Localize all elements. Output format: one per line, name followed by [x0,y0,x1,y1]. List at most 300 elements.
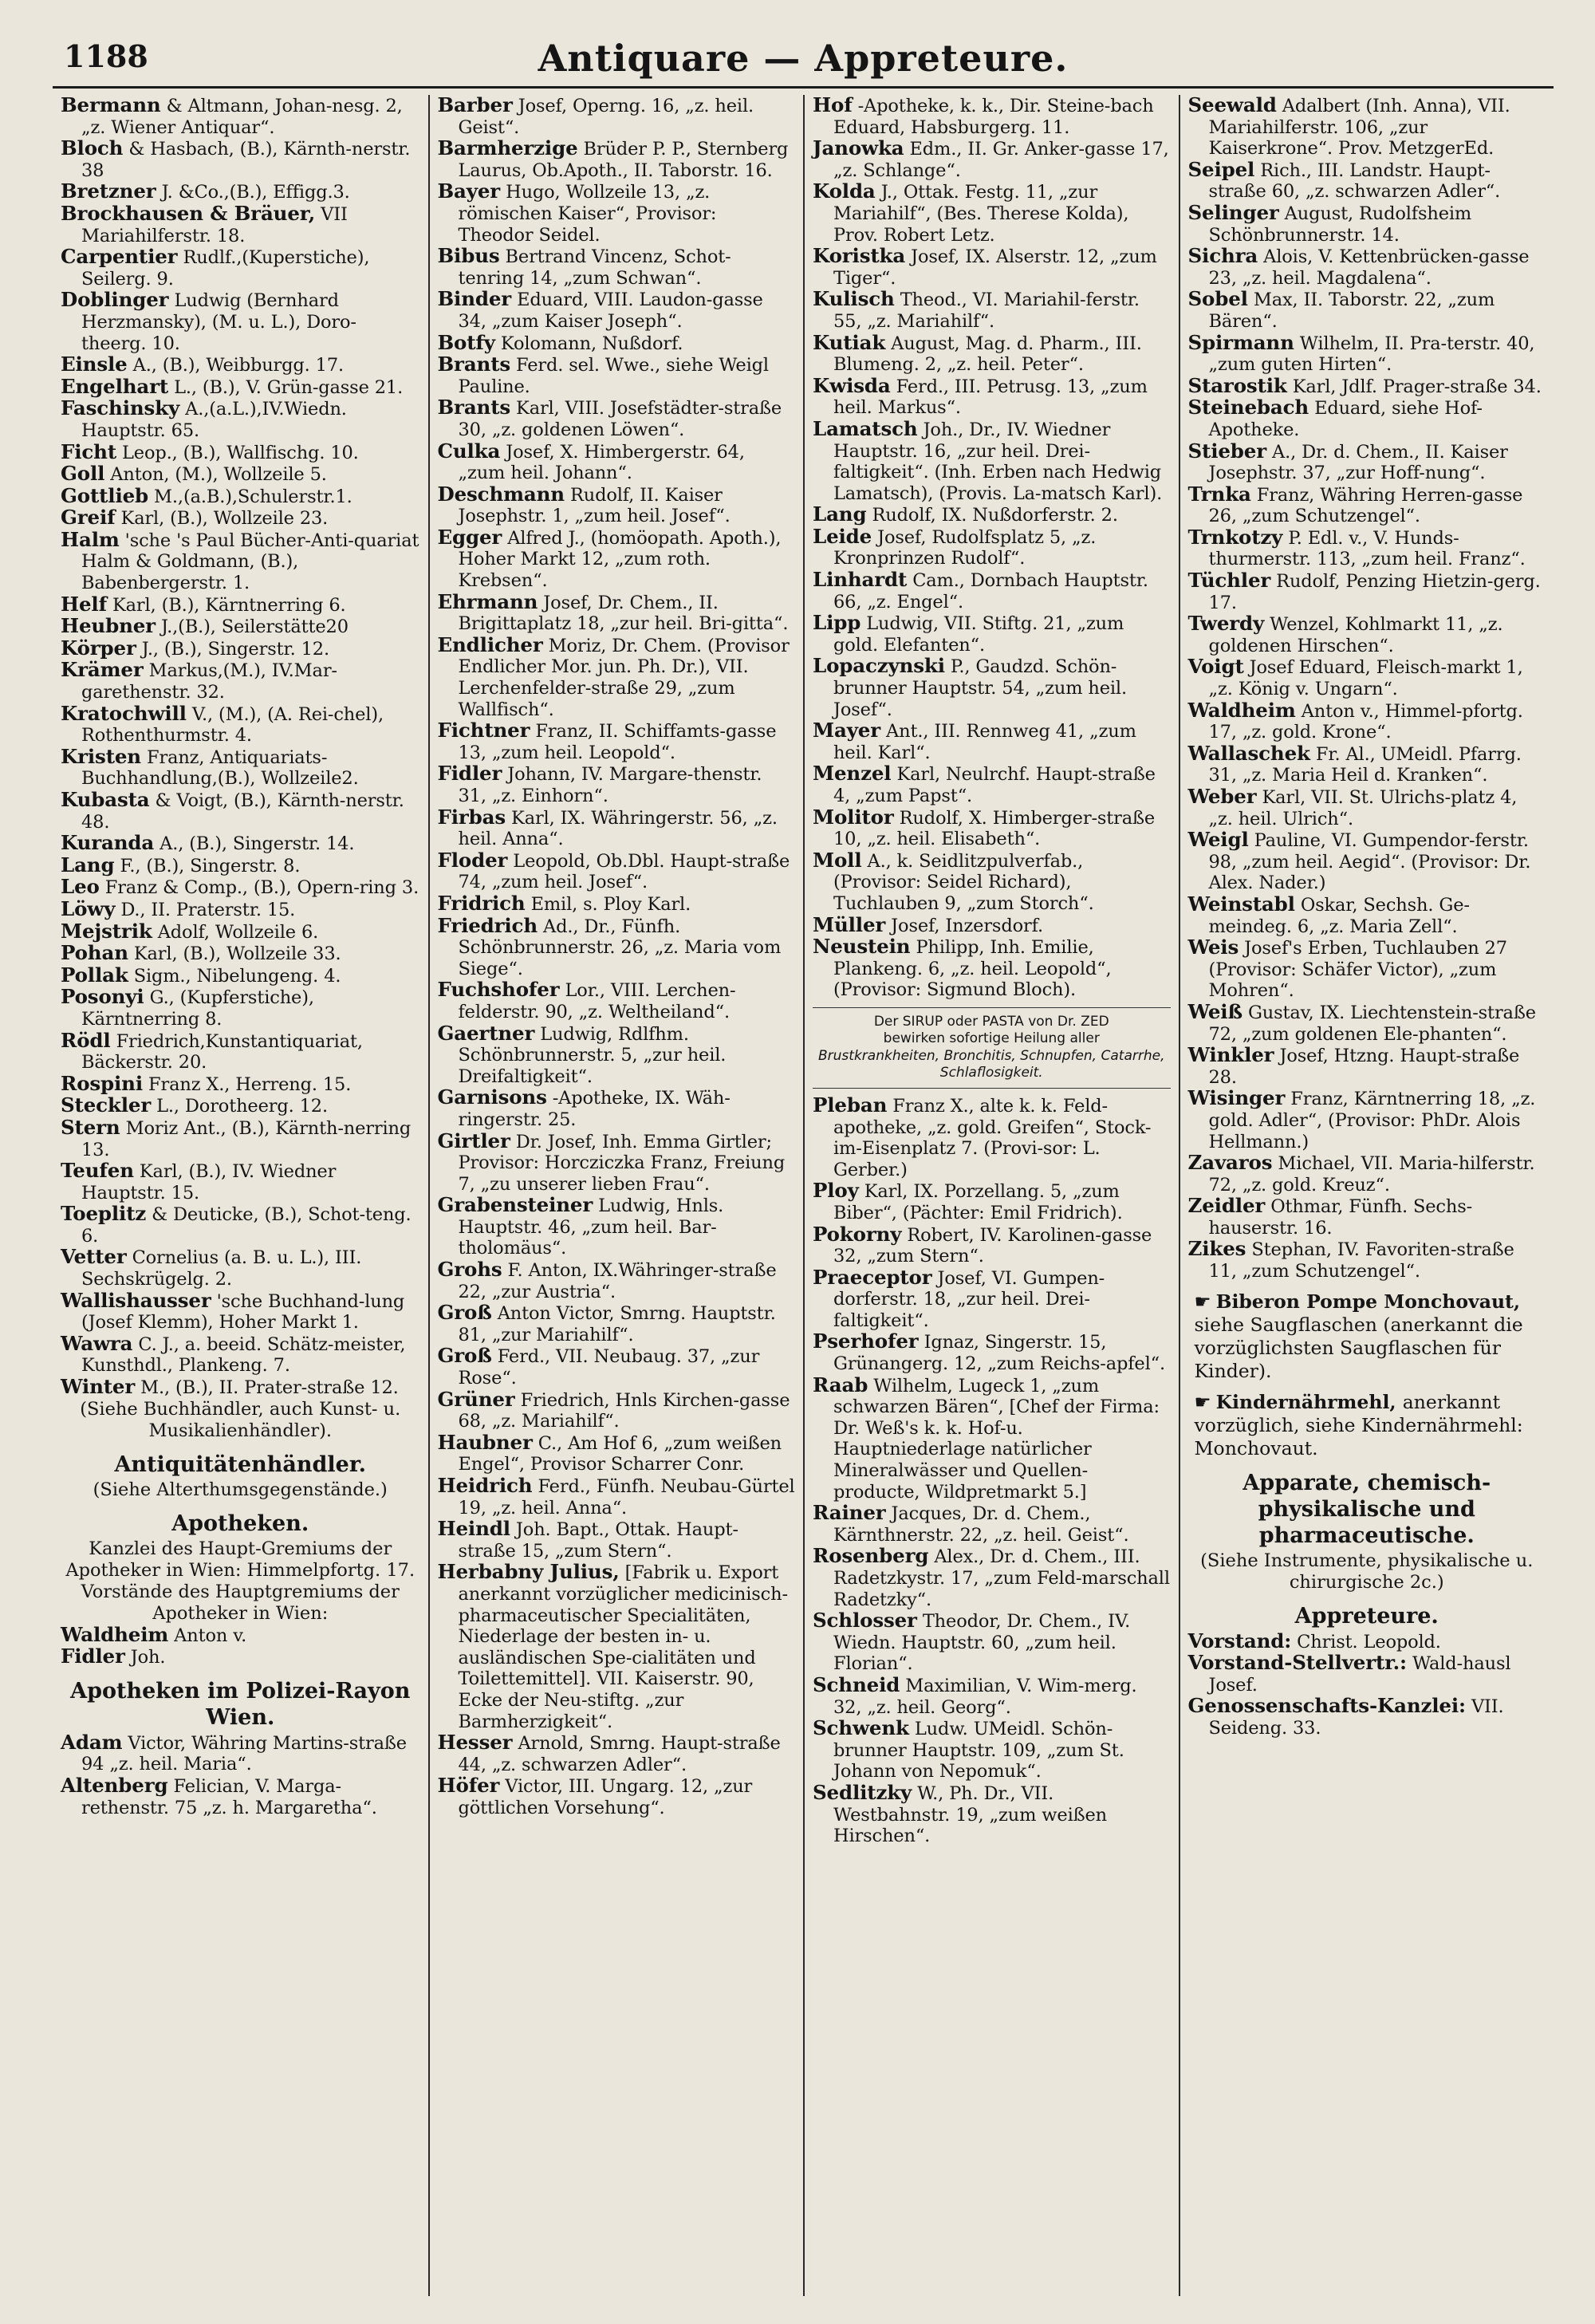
entry-details: Pauline, VI. Gumpendor-ferstr. 98, „zum heil. Aegid“. (Provisor: Dr. Alex. Nader.) [1208,830,1531,894]
entry-name: Groß [437,1301,492,1325]
directory-entry [1188,700,1546,743]
page-title: Antiquare — Appreteure. [538,37,1069,80]
entry-details: Joh. [130,1647,166,1668]
directory-entry [1188,1696,1546,1739]
entry-details: Josef Eduard, Fleisch-markt 1, „z. König v. Ungarn“. [1208,657,1523,700]
entry-details: Rich., III. Landstr. Haupt-straße 60, „z. schwarzen Adler“. [1208,160,1501,203]
appreteure-heading: Appreteure. [1294,1603,1439,1629]
entry-name: Einsle [61,353,128,376]
directory-entry [61,1622,420,1647]
directory-entry [437,589,796,635]
entry-details: Eduard, siehe Hof-Apotheke. [1208,398,1483,440]
entry-details: [Fabrik u. Export anerkannt vorzüglicher medicinisch-pharmaceutischer Specialitäten, Niederlage der besten in- u. ausländischen Spe-cialitäten und Toilettemittel]. VII. Kaiserstr. 90, Ecke der Neu-stiftg. „zur Barmherzigkeit“. [458,1562,788,1732]
directory-entry [61,354,420,376]
directory-entry [61,896,420,921]
entry-name: Botfy [437,330,495,354]
entry-name: Fidler [61,1645,125,1668]
directory-entry [813,656,1171,720]
entry-name: Culka [437,439,501,463]
entry-name: Schneid [813,1672,900,1696]
entry-name: Löwy [61,896,116,920]
entry-details: Alfred J., (homöopath. Apoth.), Hoher Markt 12, „zum roth. Krebsen“. [458,527,782,592]
entry-name: Lamatsch [813,416,918,440]
entry-details: Michael, VII. Maria-hilferstr. 72, „z. gold. Kreuz“. [1208,1153,1535,1195]
entry-details: Ad., Dr., Fünfh. Schönbrunnerstr. 26, „z. Maria vom Siege“. [458,916,782,979]
directory-entry [438,850,796,893]
entry-name: Pokorny [813,1222,902,1246]
entry-details: Cam., Dornbach Hauptstr. 66, „z. Engel“. [833,570,1148,613]
entry-details: Moriz, Dr. Chem. (Provisor Endlicher Mor. jun. Ph. Dr.), VII. Lerchenfelder-straße 29, „zum Wallfisch“. [458,635,790,720]
directory-entry [1188,894,1546,937]
entry-details: & Hasbach, (B.), Kärnth-nerstr. 38 [81,139,411,181]
directory-entry [61,616,420,638]
directory-entry [438,763,796,806]
entry-name: Mejstrik [61,919,152,943]
entry-name: Bermann [61,95,161,116]
entry-name: Bayer [437,179,501,203]
entry-details: A., (B.), Weibburgg. 17. [132,355,345,376]
directory-entry [61,1160,420,1203]
pointing-hand-icon: ☛ [1194,1290,1211,1313]
directory-entry [438,1259,796,1302]
entry-name: Müller [813,912,886,936]
entry-details: L., (B.), V. Grün-gasse 21. [174,376,404,398]
entry-details: Karl, (B.), Wollzeile 23. [120,508,329,530]
entry-name: Kulisch [813,287,895,311]
directory-entry [61,398,420,441]
entry-details: Anton v. [174,1625,247,1646]
entry-name: Menzel [813,762,892,786]
directory-entry [438,1302,796,1345]
entry-name: Körper [61,636,136,660]
entry-details: & Deuticke, (B.), Schot-teng. 6. [81,1204,412,1247]
entry-details: Rudolf, II. Kaiser Josephstr. 1, „zum heil. Josef“. [458,484,731,527]
column-3 [803,95,1179,2296]
entry-name: Spirmann [1187,330,1294,354]
directory-entry [813,613,1171,656]
entry-details: Ferd., III. Petrusg. 13, „zum heil. Markus“. [833,376,1148,419]
entry-details: Wald-hausl Josef. [1208,1653,1511,1696]
entry-details: Anton v., Himmel-pfortg. 17, „z. gold. Krone“. [1208,700,1523,743]
entry-name: Lang [61,853,115,876]
directory-entry [61,660,420,703]
columns [53,95,1554,2296]
entry-name: Seipel [1187,157,1255,181]
entry-name: Grohs [437,1258,502,1282]
entry-name: Barber [437,95,513,116]
entry-name: Wallaschek [1187,741,1310,765]
entry-name: Fridrich [437,891,526,915]
entry-name: Pserhofer [813,1329,919,1353]
entry-name: Brants [437,396,511,420]
pointing-hand-icon: ☛ [1194,1390,1211,1413]
entry-details: Rudlf.,(Kuperstiche), Seilerg. 9. [81,247,370,290]
entry-details: Ludw. UMeidl. Schön-brunner Hauptstr. 109, „zum St. Johann von Nepomuk“. [833,1719,1124,1782]
entry-name: Biberon Pompe Monchovaut, [1215,1290,1521,1313]
directory-entry [438,979,796,1022]
entry-name: Groß [437,1344,492,1368]
entry-details: F. Anton, IX.Währinger-straße 22, „zur Austria“. [458,1260,777,1302]
entry-name: Floder [437,848,508,872]
entry-name: Winter [61,1375,136,1399]
entry-name: Kindernährmehl, [1215,1390,1396,1413]
entry-name: Voigt [1187,655,1244,679]
directory-entry [813,1267,1171,1332]
entry-details: Ignaz, Singerstr. 15, Grünangerg. 12, „zum Reichs-apfel“. [833,1332,1165,1375]
directory-entry [438,95,796,138]
entry-name: Schwenk [813,1716,909,1740]
entry-details: Franz, Antiquariats-Buchhandlung,(B.), Wollzeile2. [81,746,359,790]
entry-name: Brockhausen & Bräuer, [61,201,316,225]
directory-entry [1188,829,1546,894]
directory-entry [61,1095,420,1117]
directory-entry [1187,157,1546,203]
directory-entry [437,632,796,720]
entry-name: Lopaczynski [813,654,945,678]
directory-entry [61,1775,420,1818]
directory-entry [1188,246,1546,289]
entry-name: Rödl [61,1028,111,1052]
entry-details: Rudolf, X. Himberger-straße 10, „z. heil. Elisabeth“. [833,807,1156,850]
entry-details: Gustav, IX. Liechtenstein-straße 72, „zum goldenen Ele-phanten“. [1208,1002,1536,1045]
entry-details: Rudolf, Penzing Hietzin-gerg. 17. [1208,571,1541,613]
entry-details: Cornelius (a. B. u. L.), III. Sechskrügelg. 2. [81,1247,362,1290]
entry-details: G., (Kupferstiche), Kärntnerring 8. [81,987,314,1030]
entry-details: Josef, Inzersdorf. [891,915,1043,936]
entry-name: Steckler [61,1093,152,1117]
entry-name: Teufen [61,1159,134,1183]
directory-entry [813,763,1171,806]
entry-details: Josef, Rudolfsplatz 5, „z. Kronprinzen Rudolf“. [833,526,1097,569]
directory-entry [61,1117,420,1160]
entry-name: Waldheim [61,1622,169,1646]
entry-details: Felician, V. Marga-rethenstr. 75 „z. h. Margaretha“. [81,1776,377,1818]
entry-name: Leo [61,875,100,899]
directory-entry [438,1775,796,1818]
entry-details: M., (B.), II. Prater-straße 12. [140,1377,399,1399]
entry-details: Dr. Josef, Inh. Emma Girtler; Provisor: Horcziczka Franz, Freiung 7, „zu unserer lieben Frau“. [458,1131,786,1195]
directory-entry [61,376,420,399]
entry-name: Grüner [437,1387,515,1411]
entry-name: Grabensteiner [437,1193,593,1217]
apparate-note: (Siehe Instrumente, physikalische u. chirurgische 2c.) [1200,1550,1534,1593]
page-number: 1188 [64,38,148,74]
directory-entry [1188,1631,1546,1653]
directory-entry [1188,1239,1546,1282]
directory-entry [438,246,796,289]
entry-details: Edm., II. Gr. Anker-gasse 17, „z. Schlange“. [833,139,1169,181]
directory-entry [61,987,420,1030]
entry-details: Sigm., Nibelungeng. 4. [133,965,341,987]
entry-name: Kubasta [61,788,150,811]
directory-entry [813,1718,1171,1782]
entry-name: Brants [437,353,511,376]
column-4 [1179,95,1554,2296]
entry-name: Winkler [1187,1043,1274,1067]
entry-details: Adalbert (Inh. Anna), VII. Mariahilferstr. 106, „zur Kaiserkrone“. Prov. MetzgerEd. [1208,96,1510,160]
entry-name: Herbabny Julius, [437,1560,620,1584]
entry-details: Josef's Erben, Tuchlauben 27 (Provisor: Schäfer Victor), „zum Mohren“. [1208,938,1507,1002]
entry-details: Kolomann, Nußdorf. [500,333,683,354]
entry-details: Leopold, Ob.Dbl. Haupt-straße 74, „zum heil. Josef“. [458,850,790,893]
entry-details: P., Gaudzd. Schön-brunner Hauptstr. 54, „zum heil. Josef“. [833,656,1127,720]
entry-details: -Apotheke, k. k., Dir. Steine-bach Eduard, Habsburgerg. 11. [833,96,1154,138]
entry-name: Helf [61,592,107,616]
appreteure-list [1188,1631,1546,1739]
kanzlei-text: Kanzlei des Haupt-Gremiums der Apotheker in Wien: Himmelpfortg. 17. [65,1538,415,1581]
entry-details: Franz X., alte k. k. Feld-apotheke, „z. gold. Greifen“, Stock-im-Eisenplatz 7. (Provi-sor: L. Gerber.) [833,1095,1152,1180]
directory-entry [61,138,420,181]
directory-entry [61,855,420,877]
directory-entry [61,638,420,660]
directory-entry [438,1131,796,1195]
entry-name: Pleban [813,1093,888,1117]
entry-details: Othmar, Fünfh. Sechs-hauserstr. 16. [1208,1196,1473,1239]
directory-entry [438,1518,796,1562]
entry-details: L., Dorotheerg. 12. [156,1096,328,1117]
entry-details: August, Mag. d. Pharm., III. Blumeng. 2, „z. heil. Peter“. [833,333,1142,376]
directory-entry [813,1095,1171,1180]
entry-details: Alois, V. Kettenbrücken-gasse 23, „z. heil. Magdalena“. [1208,246,1530,289]
entry-name: Janowka [813,136,904,160]
directory-entry [438,1087,796,1130]
directory-entry [438,289,796,332]
entry-name: Bibus [437,244,500,268]
entry-name: Kuranda [61,831,155,855]
entry-details: A., (B.), Singerstr. 14. [160,833,355,855]
entry-name: Raab [813,1373,868,1396]
entry-name: Girtler [437,1129,510,1152]
directory-entry [438,893,796,916]
entry-details: -Apotheke, IX. Wäh-ringerstr. 25. [458,1088,731,1130]
entry-details: & Voigt, (B.), Kärnth-nerstr. 48. [81,790,404,833]
directory-entry [438,527,796,592]
directory-entry [61,483,420,508]
directory-entry [1188,289,1546,332]
directory-entry [437,913,796,980]
directory-entry [438,354,796,397]
directory-entry [813,807,1171,850]
directory-entry [813,181,1171,246]
directory-entry [813,1610,1171,1675]
entry-name: Starostik [1187,373,1287,397]
entry-details: J., (B.), Singerstr. 12. [141,638,329,660]
entry-name: Fidler [437,762,502,786]
entry-name: Gottlieb [61,483,149,507]
directory-entry [1188,527,1546,570]
entry-details: Moriz Ant., (B.), Kärnth-nerring 13. [81,1117,412,1160]
apparate-heading: Apparate, chemisch-physikalische und pharmaceutische. [1243,1470,1491,1548]
column-1 [53,95,428,2296]
directory-entry [438,181,796,246]
entry-name: Heidrich [437,1474,533,1497]
directory-entry [813,1375,1171,1503]
entry-name: Selinger [1187,200,1279,224]
entry-name: Lipp [813,611,861,635]
entry-name: Stern [61,1115,120,1139]
entry-details: 'sche Buchhand-lung (Josef Klemm), Hoher Markt 1. [81,1290,405,1333]
entry-name: Steinebach [1187,396,1309,420]
entry-details: Brüder P. P., Sternberg Laurus, Ob.Apoth., II. Taborstr. 16. [458,139,789,181]
entry-name: Twerdy [1187,612,1265,636]
entry-details: Franz, Kärntnerring 18, „z. gold. Adler“, (Provisor: PhDr. Alois Hellmann.) [1208,1089,1536,1152]
entry-name: Haubner [437,1430,533,1454]
entry-details: D., II. Praterstr. 15. [120,899,296,920]
directory-entry [61,594,420,616]
entry-details: Karl, VII. St. Ulrichs-platz 4, „z. heil. Ulrich“. [1208,787,1518,829]
entry-name: Kolda [813,179,876,203]
entry-name: Rainer [813,1501,886,1525]
antiquitaeten-note: (Siehe Alterthumsgegenstände.) [93,1479,388,1500]
directory-entry [813,330,1171,376]
entry-name: Sichra [1187,244,1258,268]
entry-details: Jacques, Dr. d. Chem., Kärnthnerstr. 22, „z. heil. Geist“. [833,1503,1129,1546]
directory-entry [1188,1088,1546,1152]
entry-details: Joh., Dr., IV. Wiedner Hauptstr. 16, „zur heil. Drei-faltigkeit“. (Inh. Erben nach Hedwig Lamatsch), (Provis. La-matsch Karl). [833,419,1163,504]
directory-entry [813,246,1171,289]
entry-details: 'sche 's Paul Bücher-Anti-quariat Halm & Goldmann, (B.), Babenbergerstr. 1. [81,530,419,594]
entry-details: Arnold, Smrng. Haupt-straße 44, „z. schwarzen Adler“. [458,1733,781,1775]
directory-entry [61,527,420,594]
directory-entry [438,484,796,527]
entry-details: A., k. Seidlitzpulverfab., (Provisor: Seidel Richard), Tuchlauben 9, „zum Storch“. [833,850,1094,914]
entry-name: Weber [1187,785,1257,808]
directory-entry [61,876,420,899]
directory-entry [438,138,796,181]
entry-details: Joh. Bapt., Ottak. Haupt-straße 15, „zum Stern“. [458,1519,738,1562]
entry-details: Johann, IV. Margare-thenstr. 31, „z. Einhorn“. [458,764,762,806]
directory-entry [1188,656,1546,699]
directory-entry [61,921,420,943]
entry-details: Karl, VIII. Josefstädter-straße 30, „z. goldenen Löwen“. [458,398,782,440]
entry-name: Kratochwill [61,701,187,725]
entry-name: Krämer [61,658,144,682]
directory-entry [61,1203,420,1247]
directory-entry [438,441,796,484]
entry-details: Ferd., Fünfh. Neubau-Gürtel 19, „z. heil. Anna“. [458,1476,795,1518]
directory-entry [1188,937,1546,1002]
ad-entry [1188,1391,1546,1460]
col3-list [813,95,1171,1001]
directory-entry [1187,200,1546,246]
directory-entry [1188,1152,1546,1195]
entry-name: Halm [61,527,120,551]
entry-details: Lor., VIII. Lerchen-felderstr. 90, „z. Weltheiland“. [458,980,736,1022]
col4-list [1188,95,1546,1282]
entry-details: Ludwig, Rdlfhm. Schönbrunnerstr. 5, „zur heil. Dreifaltigkeit“. [458,1023,727,1087]
entry-name: Barmherzige [437,136,578,160]
directory-entry [438,1732,796,1775]
entry-name: Mayer [813,719,880,742]
apotheken-heading: Apotheken. [171,1511,309,1536]
entry-details: VII Mariahilferstr. 18. [81,203,348,246]
directory-entry [813,1546,1171,1610]
directory-entry [61,943,420,965]
entry-details: Bertrand Vincenz, Schot-tenring 14, „zum Schwan“. [458,246,731,289]
entry-name: Sobel [1187,287,1248,311]
directory-entry [438,1475,796,1518]
entry-name: Toeplitz [61,1202,147,1226]
entry-details: Oskar, Sechsh. Ge-meindeg. 6, „z. Maria Zell“. [1208,894,1470,937]
entry-name: Sedlitzky [813,1780,912,1804]
entry-details: M.,(a.B.),Schulerstr.1. [154,486,352,507]
entry-name: Ficht [61,439,116,463]
col3b-list [813,1095,1171,1847]
entry-name: Bretzner [61,179,156,203]
entry-name: Faschinsky [61,396,180,420]
entry-details: A., Dr. d. Chem., II. Kaiser Josephstr. 37, „zur Hoff-nung“. [1208,441,1508,484]
directory-entry [813,526,1171,569]
entry-details: Stephan, IV. Favoriten-straße 11, „zum Schutzengel“. [1208,1239,1514,1282]
directory-entry [61,1333,420,1377]
directory-entry [438,807,796,850]
directory-entry [1187,373,1546,398]
entry-details: Anton Victor, Smrng. Hauptstr. 81, „zur Mariahilf“. [458,1303,776,1345]
entry-name: Zikes [1187,1237,1246,1261]
directory-entry [1188,1652,1546,1696]
entry-details: Victor, Währing Martins-straße 94 „z. heil. Maria“. [81,1732,407,1775]
entry-details: Josef, Dr. Chem., II. Brigittaplatz 18, „zur heil. Bri-gitta“. [458,592,789,635]
entry-details: Karl, IX. Porzellang. 5, „zum Biber“, (Pächter: Emil Fridrich). [833,1181,1123,1223]
entry-details: J., Ottak. Festg. 11, „zur Mariahilf“, (Bes. Therese Kolda), Prov. Robert Letz. [833,182,1129,246]
entry-name: Kwisda [813,373,891,397]
entry-details: Friedrich,Kunstantiquariat, Bäckerstr. 20. [81,1030,363,1073]
directory-entry [1188,570,1546,613]
entry-details: Wilhelm, II. Pra-terstr. 40, „zum guten Hirten“. [1208,333,1535,376]
entry-details: Ferd. sel. Wwe., siehe Weigl Pauline. [458,355,769,397]
entry-details: Karl, (B.), IV. Wiedner Hauptstr. 15. [81,1161,337,1203]
directory-entry [61,181,420,203]
entry-details: Josef, X. Himbergerstr. 64, „zum heil. Johann“. [458,441,745,484]
entry-details: Friedrich, Hnls Kirchen-gasse 68, „z. Mariahilf“. [458,1389,790,1432]
sirup-advertisement [813,1007,1171,1089]
ad-entry [1188,1290,1546,1383]
entry-details: Franz, II. Schiffamts-gasse 13, „zum heil. Leopold“. [458,721,777,763]
directory-entry [813,569,1171,613]
entry-details: C., Am Hof 6, „zum weißen Engel“, Provisor Scharrer Conr. [458,1432,782,1475]
entry-details: Philipp, Inh. Emilie, Plankeng. 6, „z. heil. Leopold“, (Provisor: Sigmund Bloch). [833,937,1112,1001]
entry-details: Wenzel, Kohlmarkt 11, „z. goldenen Hirschen“. [1208,614,1503,656]
entry-name: Egger [437,525,502,549]
entry-details: Karl, IX. Währingerstr. 56, „z. heil. Anna“. [458,807,778,850]
entry-details: Anton, (M.), Wollzeile 5. [110,464,327,486]
entry-details: August, Rudolfsheim Schönbrunnerstr. 14. [1208,203,1472,246]
col1-list [61,95,420,1399]
entry-details: Karl, (B.), Kärntnerring 6. [112,594,346,616]
entry-name: Höfer [437,1774,500,1798]
entry-name: Fichtner [437,719,530,742]
entry-name: Weinstabl [1187,892,1295,916]
directory-entry [61,463,420,486]
entry-name: Weis [1187,936,1239,959]
entry-details: Alex., Dr. d. Chem., III. Radetzkystr. 17, „zum Feld-marschall Radetzky“. [833,1546,1170,1610]
entry-name: Goll [61,462,105,486]
entry-name: Seewald [1187,95,1277,116]
entry-name: Friedrich [437,913,538,937]
entry-name: Rosenberg [813,1544,929,1568]
entry-details: W., Ph. Dr., VII. Westbahnstr. 19, „zum weißen Hirschen“. [833,1782,1108,1847]
entry-name: Bloch [61,136,124,160]
entry-details: V., (M.), (A. Rei-chel), Rothenthurmstr. 4. [81,703,384,746]
directory-entry [61,203,420,246]
entry-name: Ploy [813,1179,859,1203]
entry-details: Maximilian, V. Wim-merg. 32, „z. heil. Georg“. [833,1675,1137,1718]
entry-details: Franz, Währing Herren-gasse 26, „zum Schutzengel“. [1208,484,1523,527]
entry-details: Rudolf, IX. Nußdorferstr. 2. [872,505,1118,526]
directory-entry [438,1562,796,1732]
directory-entry [813,1224,1171,1267]
directory-entry [61,95,420,138]
